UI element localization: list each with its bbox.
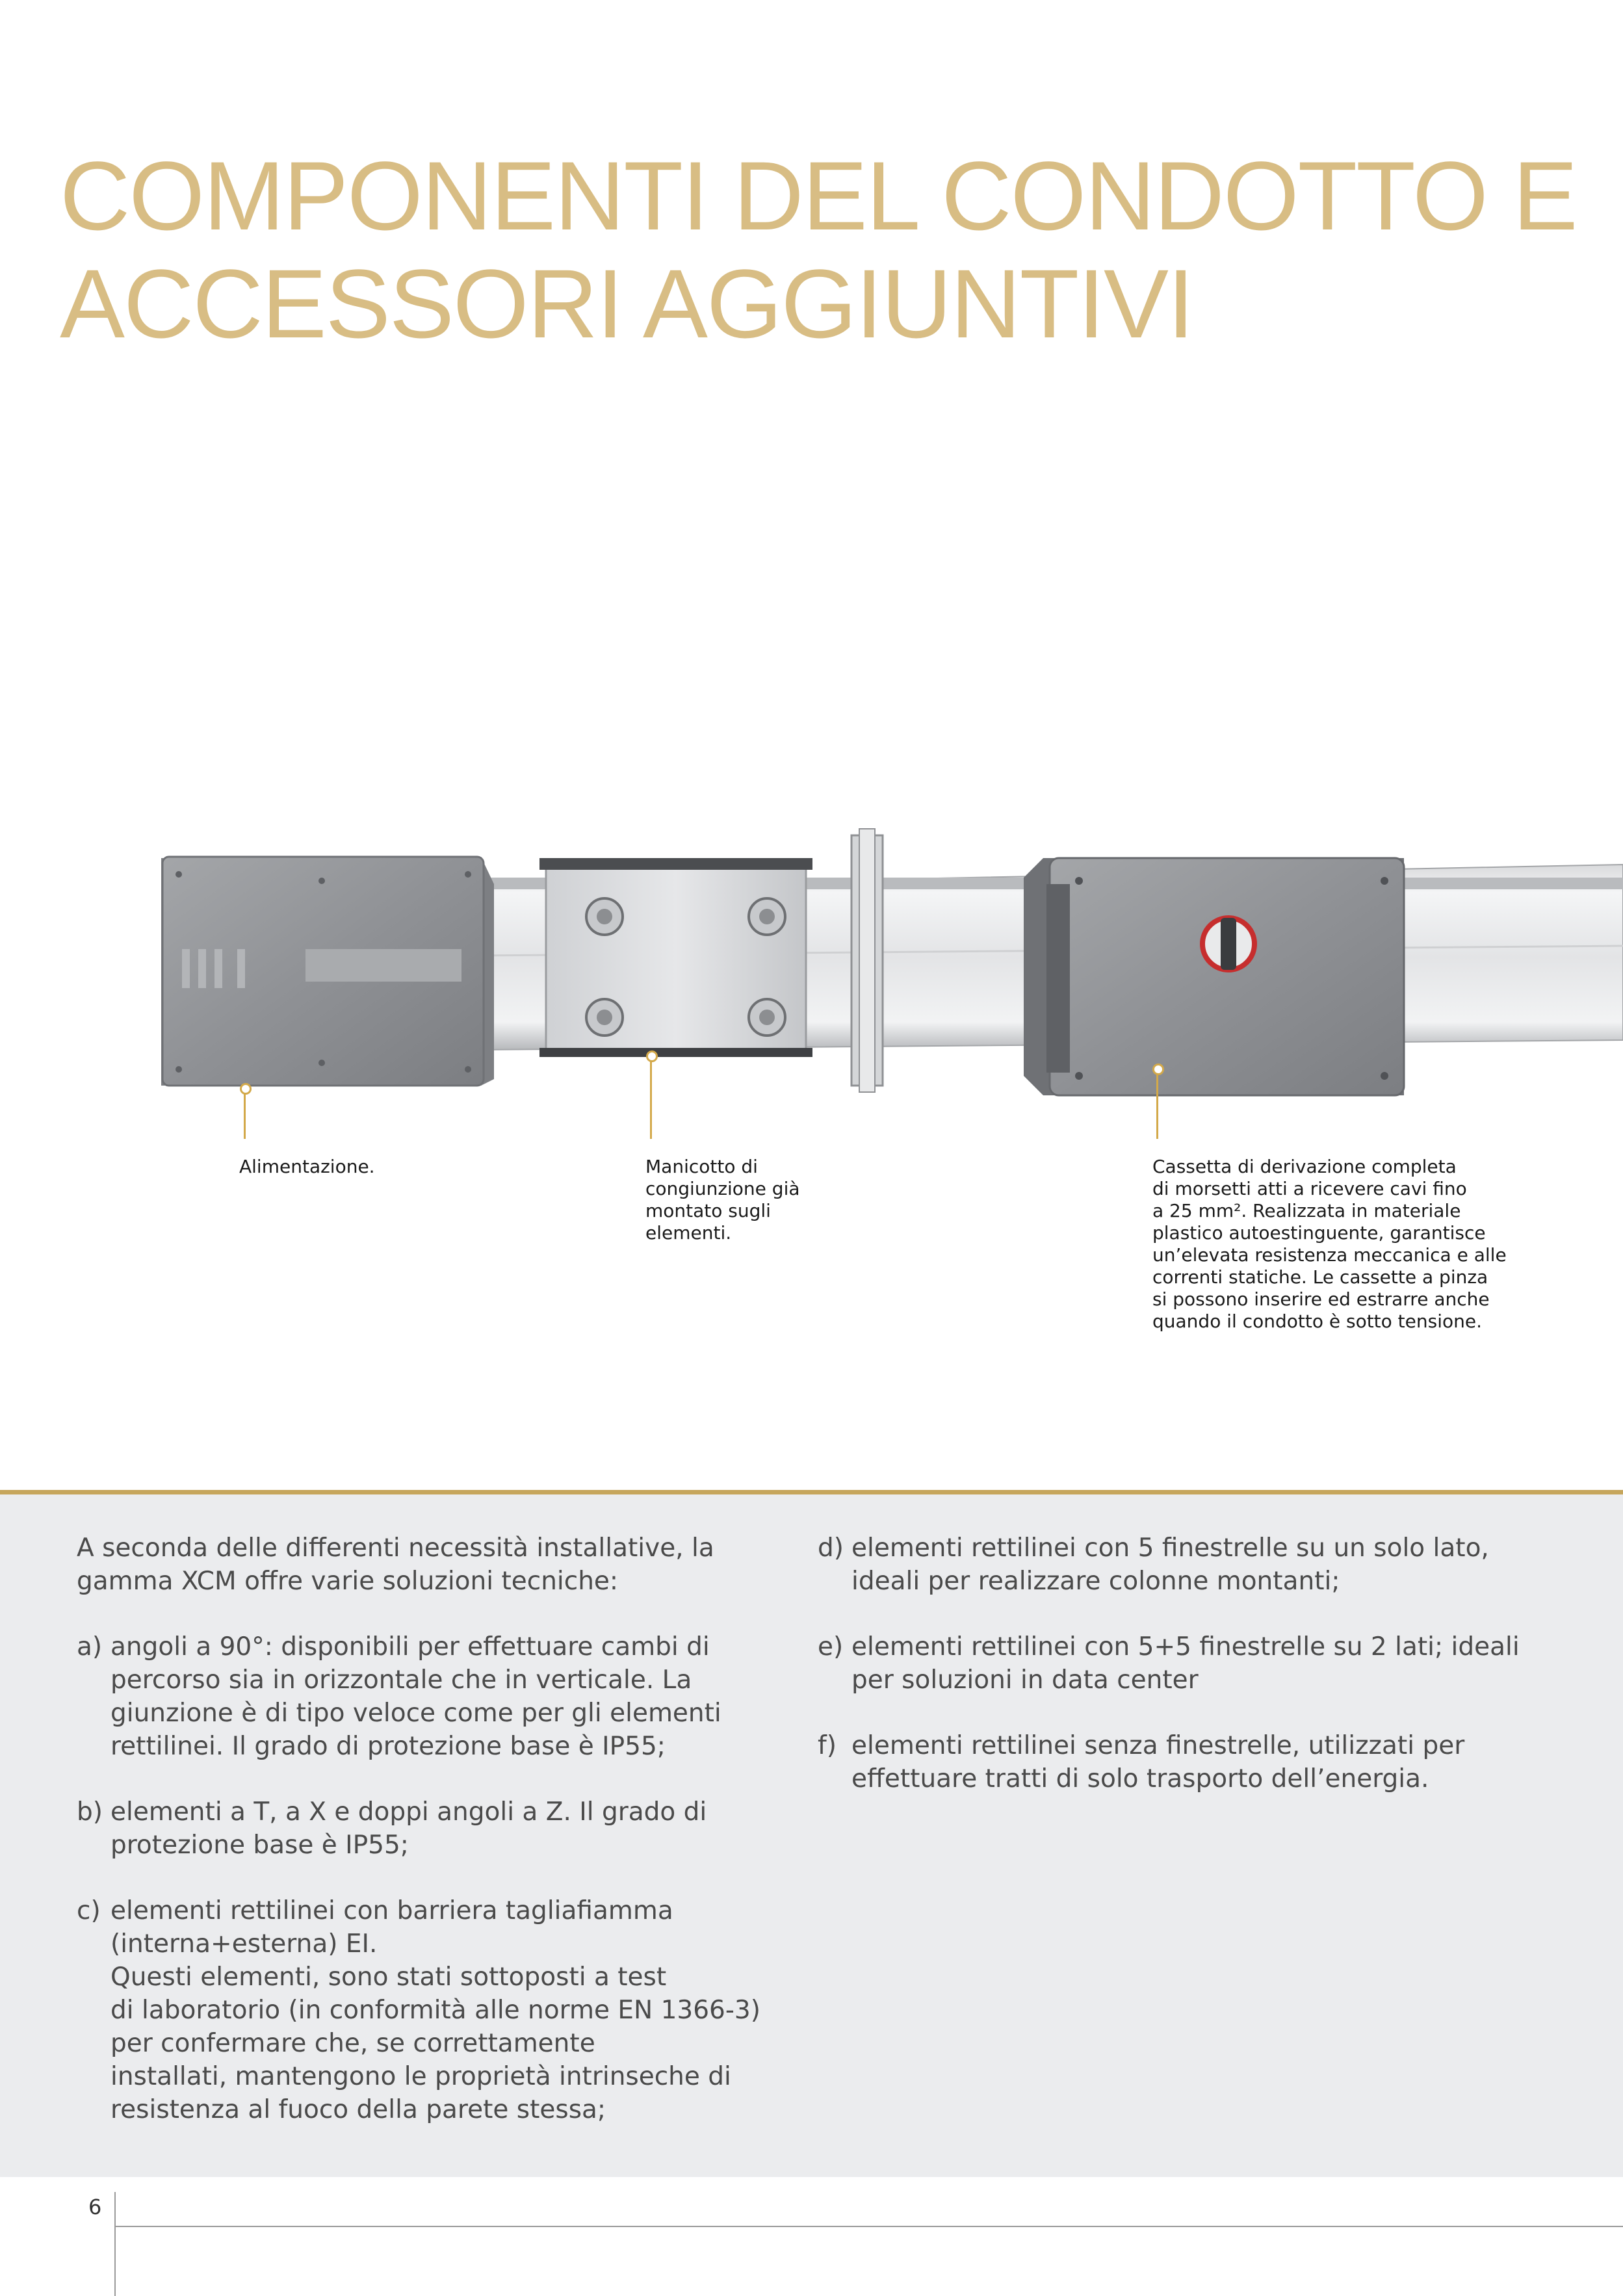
caption-line: plastico autoestinguente, garantisce [1152, 1222, 1486, 1244]
caption-manicotto [645, 1156, 800, 1244]
caption-line: un’elevata resistenza meccanica e alle [1152, 1244, 1507, 1266]
list-item-b [77, 1795, 779, 1862]
intro-paragraph [77, 1532, 779, 1598]
caption-cassetta [1152, 1156, 1507, 1333]
left-column [77, 1532, 779, 2126]
list-item-d [818, 1532, 1565, 1598]
list-line: elementi a T, a X e doppi angoli a Z. Il grado di [110, 1797, 707, 1827]
list-line: rettilinei. Il grado di protezione base è IP55; [110, 1732, 666, 1761]
list-line: protezione base è IP55; [110, 1831, 409, 1860]
list-line: giunzione è di tipo veloce come per gli elementi [110, 1699, 721, 1728]
caption-line: Alimentazione. [239, 1156, 375, 1177]
callout-line-manicotto [650, 1061, 652, 1139]
list-line: per confermare che, se correttamente [110, 2029, 595, 2058]
caption-alimentazione [239, 1156, 375, 1178]
caption-line: quando il condotto è sotto tensione. [1152, 1311, 1483, 1332]
intro-line: A seconda delle differenti necessità installative, la [77, 1533, 714, 1563]
feed-box [161, 857, 494, 1086]
list-line: ideali per realizzare colonne montanti; [851, 1567, 1340, 1596]
list-marker: e) [818, 1632, 844, 1662]
caption-line: Manicotto di [645, 1156, 758, 1177]
list-marker: a) [77, 1632, 103, 1662]
callout-dot-cassetta [1152, 1063, 1164, 1075]
caption-line: di morsetti atti a ricevere cavi fino [1152, 1178, 1467, 1199]
page-title [60, 141, 1577, 358]
list-line: resistenza al fuoco della parete stessa; [110, 2095, 606, 2124]
title-line-2: ACCESSORI AGGIUNTIVI [60, 249, 1193, 358]
caption-line: congiunzione già [645, 1178, 800, 1199]
intro-line: gamma XCM offre varie soluzioni tecniche: [77, 1567, 619, 1596]
list-line: per soluzioni in data center [851, 1665, 1199, 1695]
callout-line-cassetta [1156, 1074, 1158, 1139]
list-line: angoli a 90°: disponibili per effettuare cambi di [110, 1632, 710, 1662]
page-number: 6 [88, 2195, 102, 2219]
list-line: percorso sia in orizzontale che in verticale. La [110, 1665, 692, 1695]
list-marker: c) [77, 1896, 101, 1925]
list-line: elementi rettilinei senza finestrelle, utilizzati per [851, 1731, 1465, 1760]
list-line: effettuare tratti di solo trasporto dell’energia. [851, 1764, 1429, 1794]
callout-line-alimentazione [244, 1093, 246, 1139]
tap-off-box [1024, 858, 1404, 1095]
list-marker: f) [818, 1731, 837, 1760]
fire-barrier-flange [851, 829, 883, 1092]
caption-line: si possono inserire ed estrarre anche [1152, 1288, 1490, 1310]
list-line: installati, mantengono le proprietà intrinseche di [110, 2062, 731, 2091]
caption-line: a 25 mm². Realizzata in materiale [1152, 1200, 1461, 1221]
list-item-c [77, 1894, 779, 2126]
list-marker: d) [818, 1533, 844, 1563]
list-line: Questi elementi, sono stati sottoposti a test [110, 1963, 667, 1992]
right-column [818, 1532, 1565, 1795]
list-item-a [77, 1630, 779, 1763]
callout-dot-manicotto [646, 1050, 658, 1062]
list-item-f [818, 1729, 1565, 1795]
caption-line: montato sugli [645, 1200, 771, 1221]
footer-horizontal-rule [116, 2226, 1623, 2227]
list-line: elementi rettilinei con 5 finestrelle su un solo lato, [851, 1533, 1489, 1563]
list-marker: b) [77, 1797, 103, 1827]
caption-line: elementi. [645, 1222, 732, 1244]
title-line-1: COMPONENTI DEL CONDOTTO E [60, 141, 1577, 250]
joint-sleeve [539, 858, 812, 1057]
list-line: elementi rettilinei con 5+5 finestrelle su 2 lati; ideali [851, 1632, 1520, 1662]
list-item-e [818, 1630, 1565, 1697]
list-line: (interna+esterna) EI. [110, 1929, 378, 1959]
list-line: elementi rettilinei con barriera tagliafiamma [110, 1896, 673, 1925]
list-line: di laboratorio (in conformità alle norme EN 1366-3) [110, 1996, 760, 2025]
callout-dot-alimentazione [240, 1083, 252, 1095]
footer-vertical-rule [114, 2192, 116, 2296]
caption-line: correnti statiche. Le cassette a pinza [1152, 1266, 1488, 1288]
caption-line: Cassetta di derivazione completa [1152, 1156, 1457, 1177]
